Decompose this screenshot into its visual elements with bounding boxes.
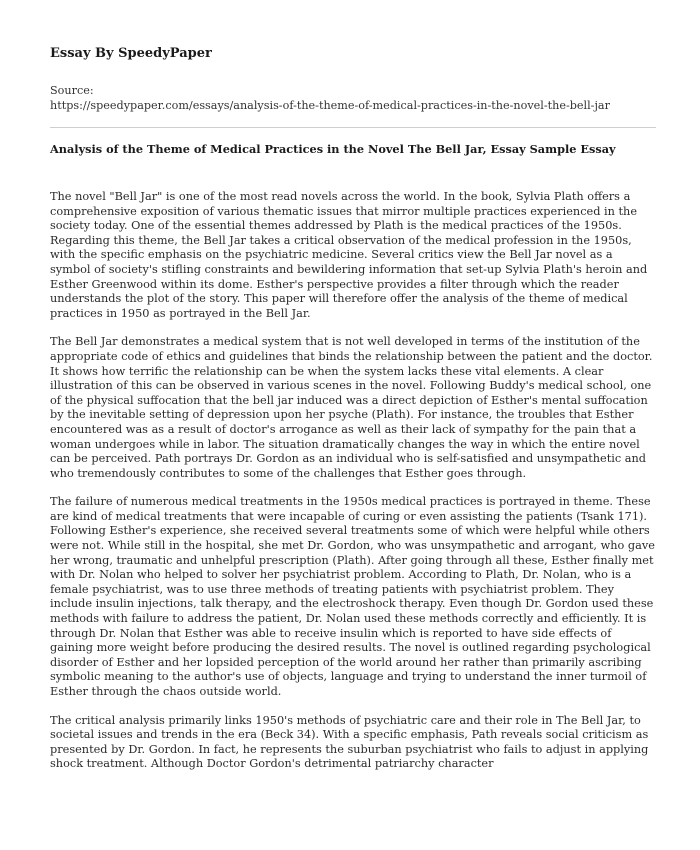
essay-title: Analysis of the Theme of Medical Practices in the Novel The Bell Jar, Essay Sample Essay [50, 142, 616, 156]
source-label: Source: [50, 84, 94, 97]
brand-title: Essay By SpeedyPaper [50, 46, 212, 61]
paragraph: The Bell Jar demonstrates a medical system that is not well developed in terms of the institution of the appropriate code of ethics and guidelines that binds the relationship between the patient and the doctor. It shows how terrific the relationship can be when the system lacks these vital elements. A clear illustration of this can be observed in various scenes in the novel. Following Buddy's medical school, one of the physical suffocation that the bell jar induced was a direct depiction of Esther's mental suffocation by the inevitable setting of depression upon her psyche (Plath). For instance, the troubles that Esther encountered was as a result of doctor's arrogance as well as their lack of sympathy for the pain that a woman undergoes while in labor. The situation dramatically changes the way in which the entire novel can be perceived. Path portrays Dr. Gordon as an individual who is self-satisfied and unsympathetic and who tremendously contributes to some of the challenges that Esther goes through. [50, 335, 653, 480]
essay-body [50, 190, 656, 772]
header-divider [50, 127, 656, 128]
source-url[interactable]: https://speedypaper.com/essays/analysis-of-the-theme-of-medical-practices-in-the-novel-the-bell-jar [50, 99, 610, 112]
paragraph: The critical analysis primarily links 1950's methods of psychiatric care and their role in The Bell Jar, to societal issues and trends in the era (Beck 34). With a specific emphasis, Path reveals social criticism as presented by Dr. Gordon. In fact, he represents the suburban psychiatrist who fails to adjust in applying shock treatment. Although Doctor Gordon's detrimental patriarchy character [50, 713, 649, 771]
paragraph: The failure of numerous medical treatments in the 1950s medical practices is portrayed in theme. These are kind of medical treatments that were incapable of curing or even assisting the patients (Tsank 171). Following Esther's experience, she received several treatments some of which were helpful while others were not. While still in the hospital, she met Dr. Gordon, who was unsympathetic and arrogant, who gave her wrong, traumatic and unhelpful prescription (Plath). After going through all these, Esther finally met with Dr. Nolan who helped to solver her psychiatrist problem. According to Plath, Dr. Nolan, who is a female psychiatrist, was to use three methods of treating patients with psychiatrist problem. They include insulin injections, talk therapy, and the electroshock therapy. Even though Dr. Gordon used these methods with failure to address the patient, Dr. Nolan used these methods correctly and efficiently. It is through Dr. Nolan that Esther was able to receive insulin which is reported to have side effects of gaining more weight before producing the desired results. The novel is outlined regarding psychological disorder of Esther and her lopsided perception of the world around her rather than primarily ascribing symbolic meaning to the author's use of objects, language and trying to understand the inner turmoil of Esther through the chaos outside world. [50, 495, 655, 698]
paragraph: The novel "Bell Jar" is one of the most read novels across the world. In the book, Sylvia Plath offers a comprehensive exposition of various thematic issues that mirror multiple practices experienced in the society today. One of the essential themes addressed by Plath is the medical practices of the 1950s. Regarding this theme, the Bell Jar takes a critical observation of the medical profession in the 1950s, with the specific emphasis on the psychiatric medicine. Several critics view the Bell Jar novel as a symbol of society's stifling constraints and bewildering information that set-up Sylvia Plath's heroin and Esther Greenwood within its dome. Esther's perspective provides a filter through which the reader understands the plot of the story. This paper will therefore offer the analysis of the theme of medical practices in 1950 as portrayed in the Bell Jar. [50, 190, 648, 320]
document-header [50, 0, 656, 113]
